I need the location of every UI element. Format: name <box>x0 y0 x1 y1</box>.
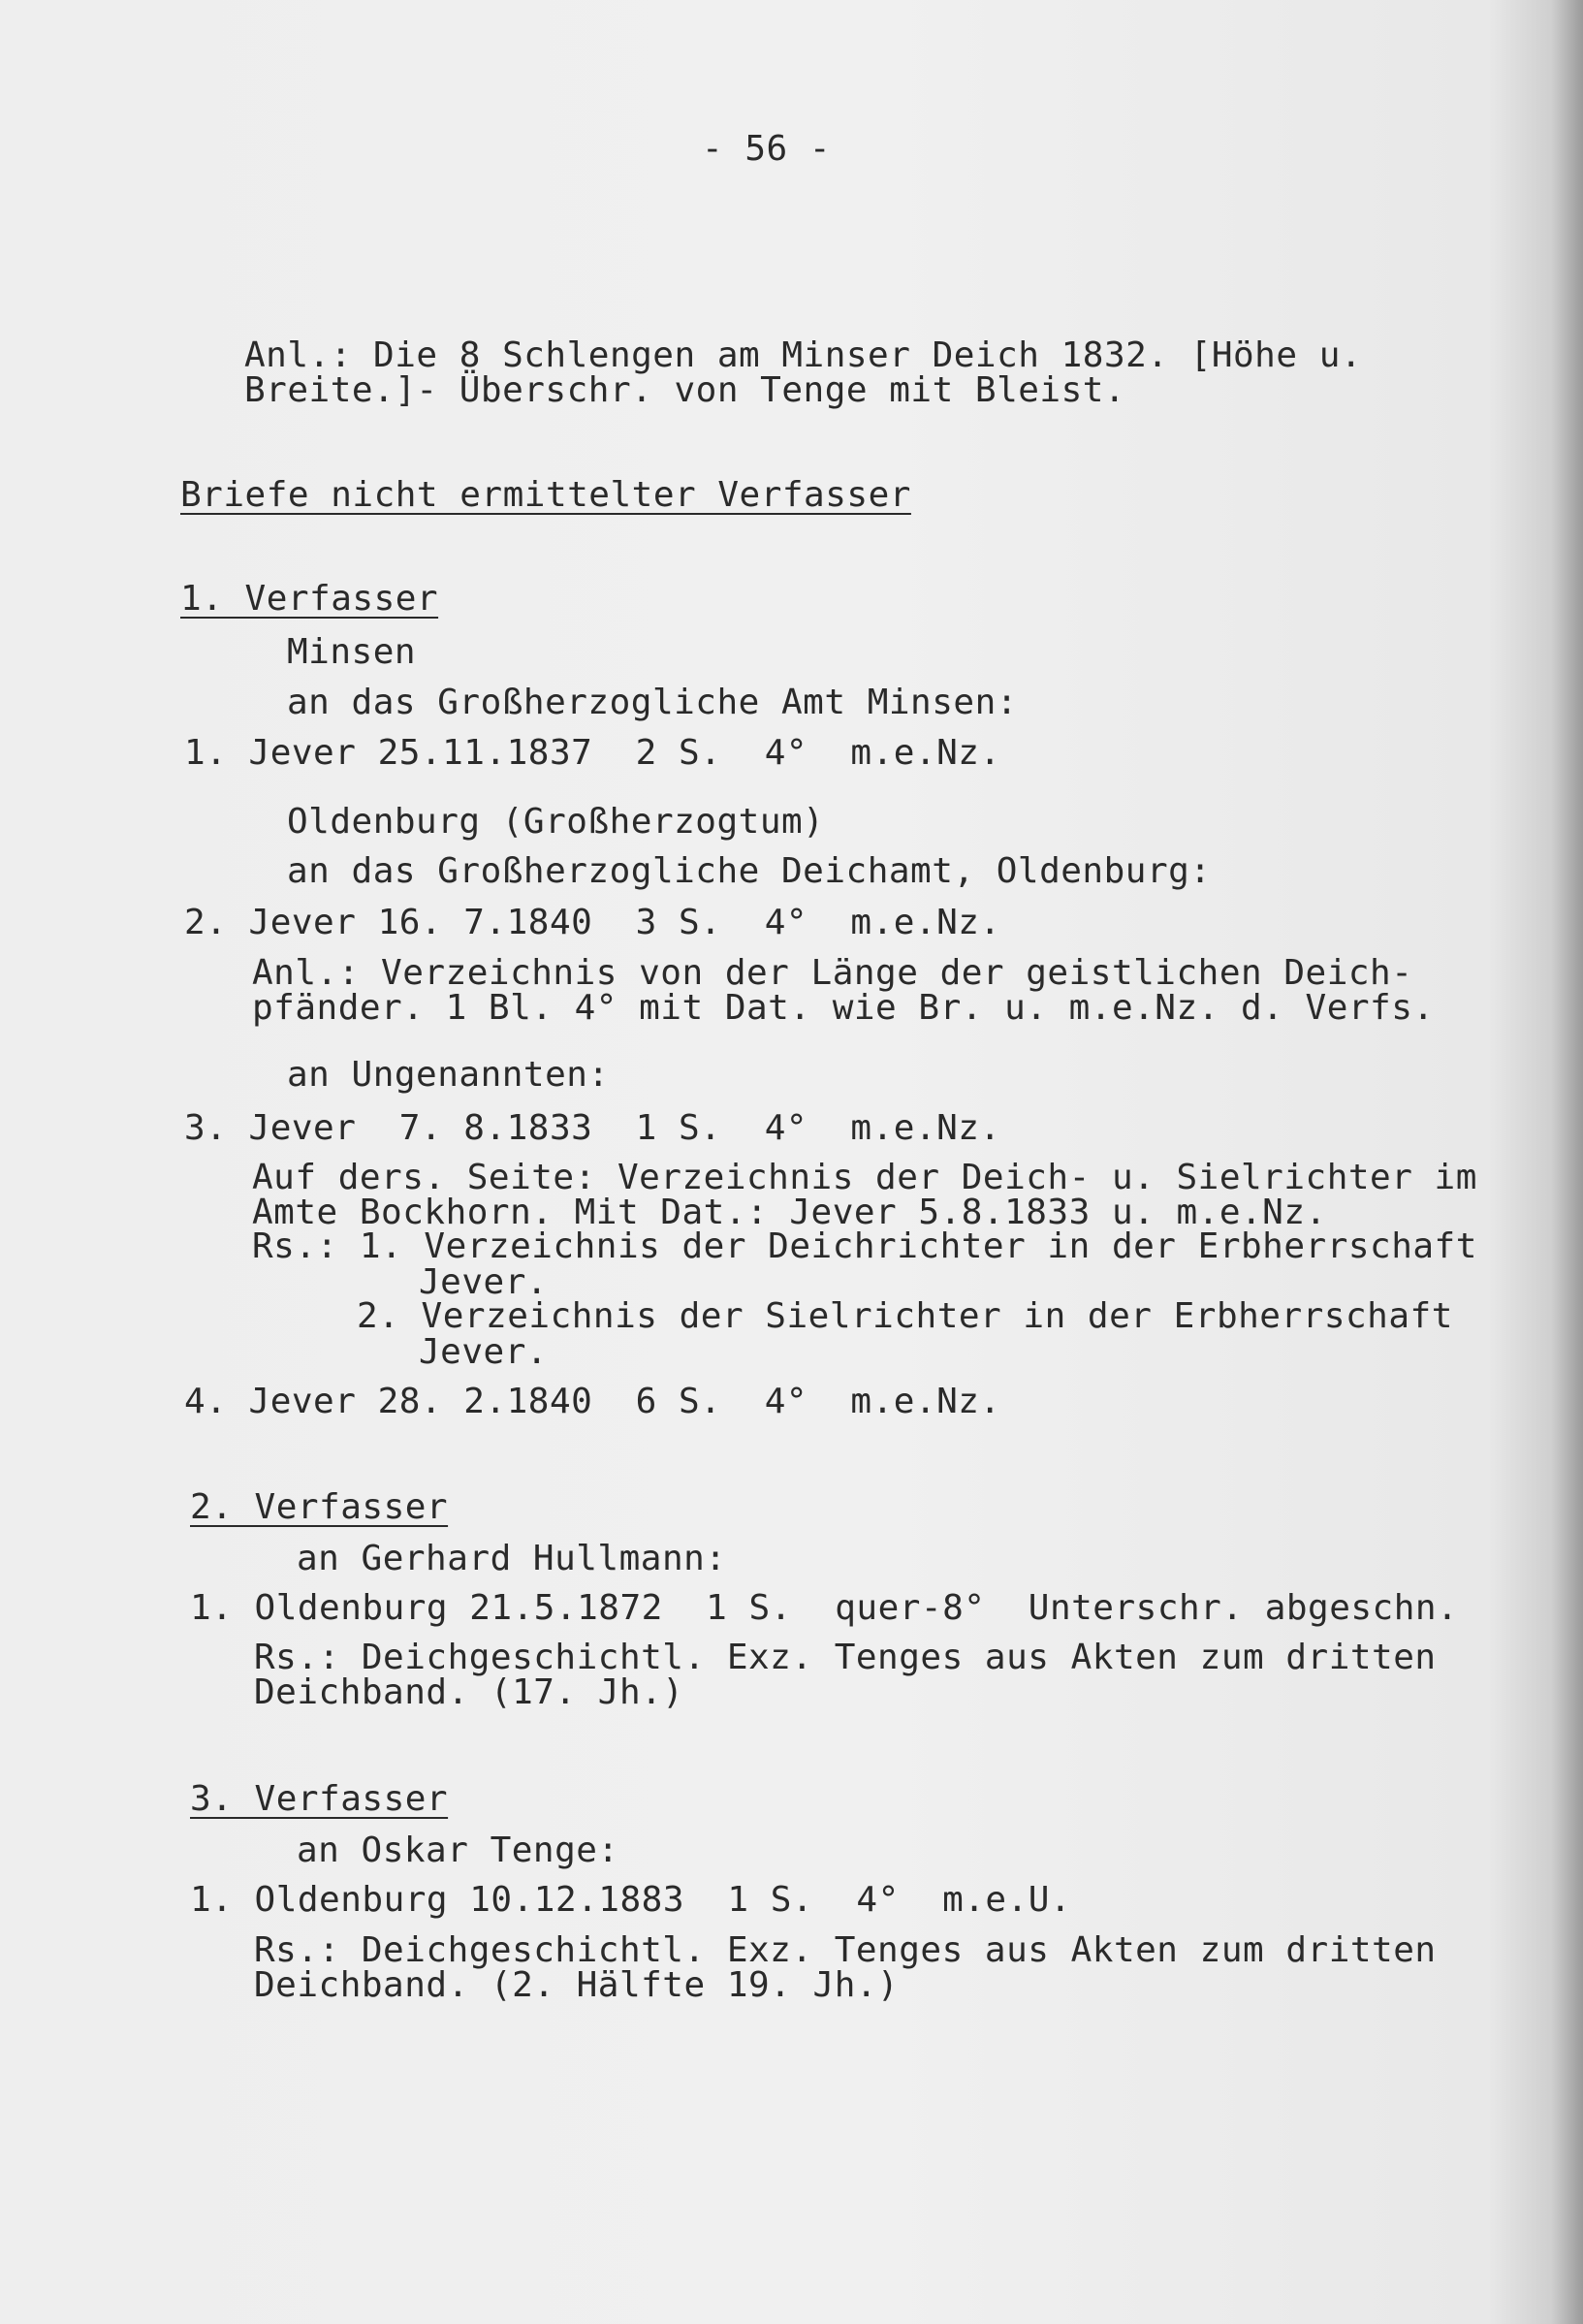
section-heading: Briefe nicht ermittelter Verfasser <box>180 475 911 515</box>
author3-note1: Rs.: Deichgeschichtl. Exz. Tenges aus Akten zum dritten <box>254 1930 1437 1970</box>
author1-letter2-note1: Anl.: Verzeichnis von der Länge der geistlichen Deich- <box>252 953 1413 993</box>
author1-letter3-note1: Auf ders. Seite: Verzeichnis der Deich- u. Sielrichter im <box>252 1158 1477 1197</box>
page-number: - 56 - <box>702 129 832 169</box>
author1-heading: 1. Verfasser <box>180 579 439 619</box>
author2-note2: Deichband. (17. Jh.) <box>254 1672 684 1712</box>
author2-recipient: an Gerhard Hullmann: <box>297 1539 727 1578</box>
author3-heading: 3. Verfasser <box>190 1779 449 1819</box>
author1-recipient2: an das Großherzogliche Deichamt, Oldenburg: <box>287 851 1212 891</box>
author1-letter2-note2: pfänder. 1 Bl. 4° mit Dat. wie Br. u. m.e.Nz. d. Verfs. <box>252 988 1435 1028</box>
author1-letter1: 1. Jever 25.11.1837 2 S. 4° m.e.Nz. <box>184 733 1001 773</box>
author1-letter3-note3: Rs.: 1. Verzeichnis der Deichrichter in der Erbherrschaft <box>252 1226 1477 1266</box>
author1-letter3-note2: Amte Bockhorn. Mit Dat.: Jever 5.8.1833 u. m.e.Nz. <box>252 1193 1327 1232</box>
author1-recipient3: an Ungenannten: <box>287 1055 610 1095</box>
author1-letter3-note5: 2. Verzeichnis der Sielrichter in der Erbherrschaft <box>357 1296 1453 1336</box>
author1-letter4: 4. Jever 28. 2.1840 6 S. 4° m.e.Nz. <box>184 1382 1001 1421</box>
intro-line-2: Breite.]- Überschr. von Tenge mit Bleist. <box>244 370 1126 410</box>
author2-letter1: 1. Oldenburg 21.5.1872 1 S. quer-8° Unterschr. abgeschn. <box>190 1588 1459 1628</box>
author1-letter3-note6: Jever. <box>419 1332 549 1372</box>
author1-letter3: 3. Jever 7. 8.1833 1 S. 4° m.e.Nz. <box>184 1108 1001 1148</box>
author3-letter1: 1. Oldenburg 10.12.1883 1 S. 4° m.e.U. <box>190 1880 1072 1920</box>
author3-note2: Deichband. (2. Hälfte 19. Jh.) <box>254 1965 900 2005</box>
author1-place: Minsen <box>287 632 417 672</box>
intro-line-1: Anl.: Die 8 Schlengen am Minser Deich 1832. [Höhe u. <box>244 335 1363 375</box>
author1-letter3-note4: Jever. <box>419 1262 549 1302</box>
author1-place2: Oldenburg (Großherzogtum) <box>287 802 825 842</box>
author2-heading: 2. Verfasser <box>190 1487 449 1527</box>
author1-letter2: 2. Jever 16. 7.1840 3 S. 4° m.e.Nz. <box>184 903 1001 942</box>
author1-recipient1: an das Großherzogliche Amt Minsen: <box>287 683 1018 722</box>
author3-recipient: an Oskar Tenge: <box>297 1831 619 1870</box>
author2-note1: Rs.: Deichgeschichtl. Exz. Tenges aus Akten zum dritten <box>254 1638 1437 1677</box>
